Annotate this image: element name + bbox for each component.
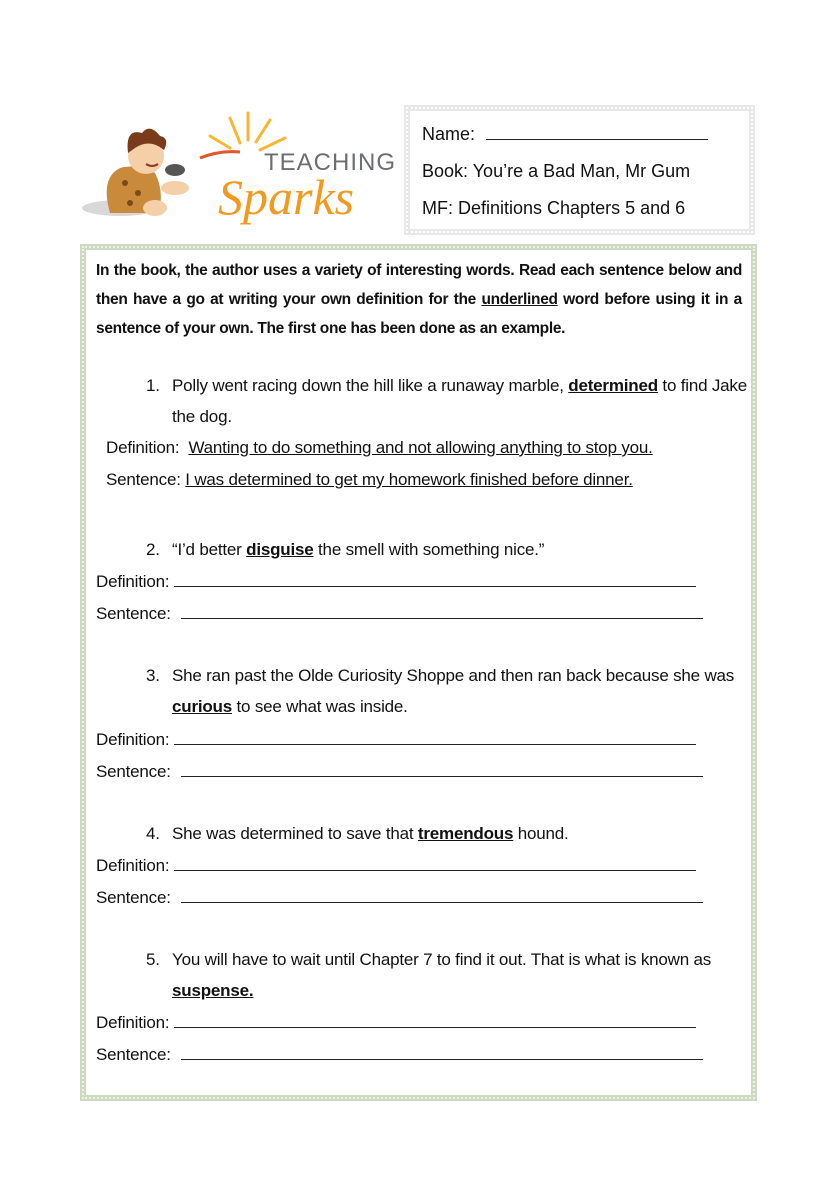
question-number: 1.	[146, 376, 160, 395]
definition-label: Definition:	[96, 572, 170, 591]
worksheet-main-box	[80, 244, 757, 1101]
question-text	[172, 370, 747, 432]
question-keyword: disguise	[246, 540, 314, 559]
sentence-blank-field[interactable]	[181, 886, 703, 903]
question-text-before: “I’d better	[172, 540, 247, 559]
caveman-mascot-icon	[80, 108, 395, 228]
question-text-before: She was determined to save that	[172, 824, 418, 843]
question-text-after: to see what was inside.	[232, 697, 408, 716]
question-text-after: the smell with something nice.”	[313, 540, 545, 559]
instructions-text-1: In the book, the author uses a variety of interesting words. Read each sentence below and then have a go at writing your own definition for the	[96, 262, 742, 308]
book-title: Book: You’re a Bad Man, Mr Gum	[422, 161, 691, 181]
question-keyword: curious	[172, 697, 233, 716]
sentence-label: Sentence:	[96, 762, 171, 781]
sentence-label: Sentence:	[96, 888, 171, 907]
sentence-label: Sentence:	[106, 470, 181, 489]
student-info-box	[404, 105, 755, 235]
question-text	[172, 660, 747, 722]
question-keyword: suspense.	[172, 981, 254, 1000]
question-text	[172, 534, 747, 565]
definition-blank-field[interactable]	[174, 570, 696, 587]
sentence-blank-field[interactable]	[181, 760, 703, 777]
question-number: 4.	[146, 824, 160, 843]
definition-blank-field[interactable]	[174, 1011, 696, 1028]
definition-row-4	[96, 854, 696, 876]
question-number: 2.	[146, 540, 160, 559]
definition-label: Definition:	[106, 438, 180, 457]
name-row	[422, 123, 708, 145]
definition-label: Definition:	[96, 730, 170, 749]
definition-blank-field[interactable]	[174, 728, 696, 745]
question-text-after: hound.	[513, 824, 569, 843]
definition-row-5	[96, 1011, 696, 1033]
definition-row-2	[96, 570, 696, 592]
question-keyword: tremendous	[417, 824, 514, 843]
question-text-before: She ran past the Olde Curiosity Shoppe and then ran back because she was	[172, 666, 735, 685]
question-number: 5.	[146, 950, 160, 969]
sentence-row-3	[96, 760, 703, 782]
sentence-answer: I was determined to get my homework finished before dinner.	[185, 470, 633, 489]
question-keyword: determined	[568, 376, 658, 395]
definition-answer: Wanting to do something and not allowing anything to stop you.	[188, 438, 653, 457]
instructions-underlined-word: underlined	[481, 291, 558, 308]
definition-row-1	[106, 438, 653, 458]
sentence-blank-field[interactable]	[181, 602, 703, 619]
question-text	[172, 944, 747, 1006]
sentence-label: Sentence:	[96, 604, 171, 623]
sentence-row-5	[96, 1043, 703, 1065]
question-text-after: to find Jake the dog.	[172, 376, 747, 426]
question-text	[172, 818, 747, 849]
question-text-before: You will have to wait until Chapter 7 to find it out. That is what is known as	[172, 950, 712, 969]
question-number: 3.	[146, 666, 160, 685]
name-blank-field[interactable]	[486, 123, 708, 140]
svg-text:TEACHING: TEACHING	[264, 149, 395, 176]
svg-text:Sparks: Sparks	[218, 169, 355, 225]
definition-label: Definition:	[96, 1013, 170, 1032]
sentence-row-1	[106, 470, 633, 490]
instructions-text-2: word before using it in a sentence of your own. The first one has been done as an example.	[96, 291, 742, 337]
sentence-label: Sentence:	[96, 1045, 171, 1064]
worksheet-topic: MF: Definitions Chapters 5 and 6	[422, 198, 686, 218]
definition-blank-field[interactable]	[174, 854, 696, 871]
definition-label: Definition:	[96, 856, 170, 875]
instructions-paragraph	[96, 256, 742, 343]
question-text-before: Polly went racing down the hill like a runaway marble,	[172, 376, 569, 395]
name-label: Name:	[422, 124, 476, 144]
sentence-row-4	[96, 886, 703, 908]
definition-row-3	[96, 728, 696, 750]
sentence-blank-field[interactable]	[181, 1043, 703, 1060]
sentence-row-2	[96, 602, 703, 624]
teaching-sparks-logo	[80, 108, 395, 228]
